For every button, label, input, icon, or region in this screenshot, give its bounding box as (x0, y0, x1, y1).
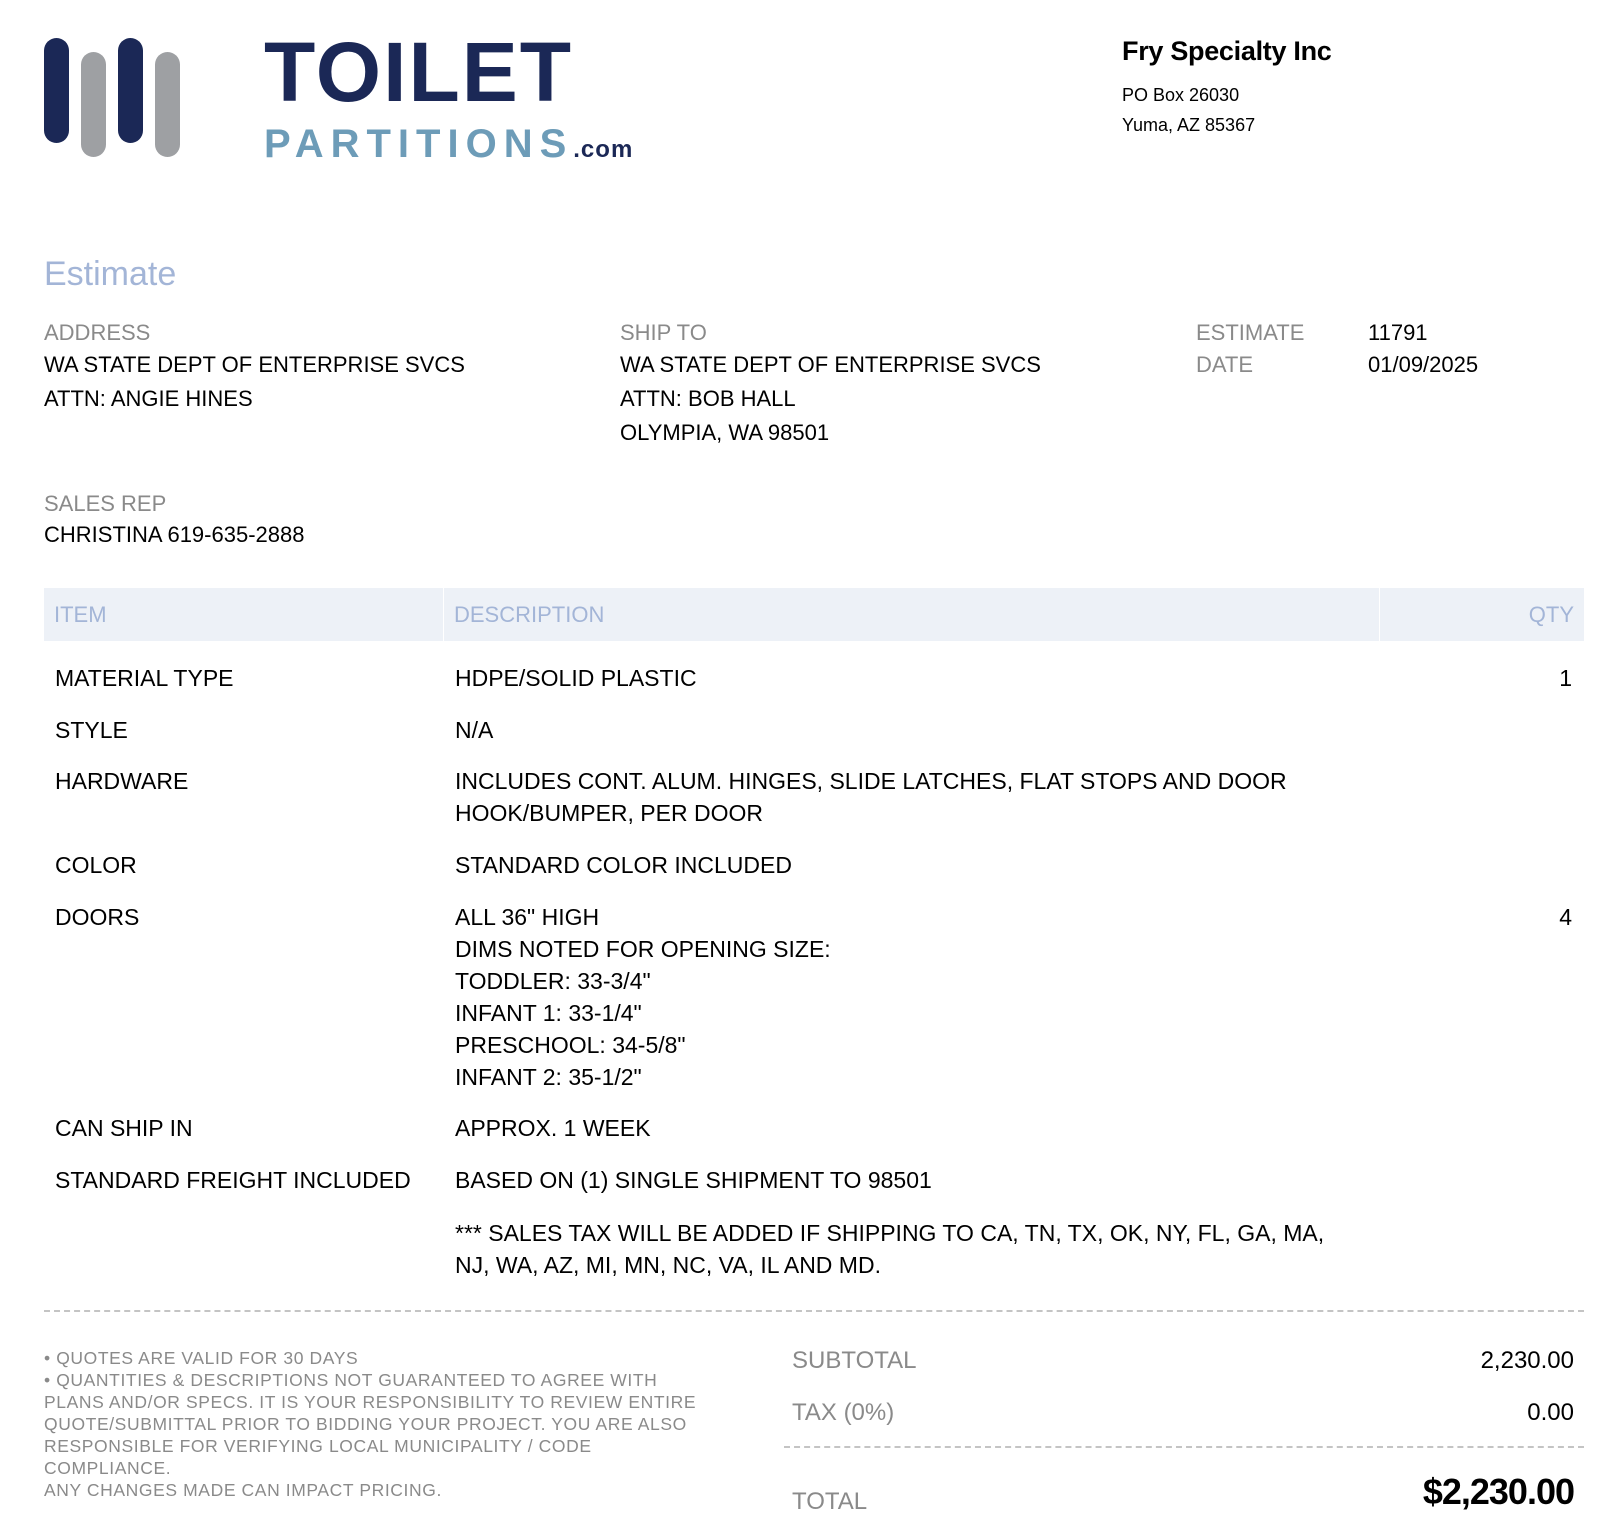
description-cell (455, 1164, 1375, 1196)
logo-wordmark-suffix: .com (573, 136, 634, 163)
description-line: INFANT 1: 33-1/4" (455, 1000, 642, 1026)
total-value: $2,230.00 (1422, 1471, 1574, 1512)
column-header-qty: QTY (1528, 602, 1574, 627)
description-line: APPROX. 1 WEEK (455, 1115, 651, 1141)
description-line: STANDARD COLOR INCLUDED (455, 852, 792, 878)
column-divider (1379, 588, 1380, 641)
tax-value: 0.00 (1527, 1399, 1574, 1426)
subtotal-value: 2,230.00 (1480, 1347, 1574, 1374)
ship-to-line: OLYMPIA, WA 98501 (620, 420, 830, 445)
description-line: N/A (455, 717, 494, 743)
estimate-date: 01/09/2025 (1368, 352, 1479, 377)
item-cell: STANDARD FREIGHT INCLUDED (55, 1167, 411, 1193)
ship-to-line: WA STATE DEPT OF ENTERPRISE SVCS (620, 352, 1041, 377)
address-label: ADDRESS (44, 320, 151, 345)
description-line: DIMS NOTED FOR OPENING SIZE: (455, 936, 831, 962)
sales-rep-label: SALES REP (44, 491, 167, 516)
note-line: PLANS AND/OR SPECS. IT IS YOUR RESPONSIBILITY TO REVIEW ENTIRE (44, 1392, 697, 1412)
ship-to-line: ATTN: BOB HALL (620, 386, 796, 411)
note-line: ANY CHANGES MADE CAN IMPACT PRICING. (44, 1480, 442, 1500)
column-header-description: DESCRIPTION (454, 602, 605, 627)
description-cell (455, 662, 1375, 694)
description-line: INFANT 2: 35-1/2" (455, 1064, 642, 1090)
company-address-line1: PO Box 26030 (1122, 85, 1240, 105)
note-line: COMPLIANCE. (44, 1458, 172, 1478)
logo-wordmark-partitions-text: PARTITIONS (264, 122, 574, 166)
description-cell (455, 1112, 1375, 1144)
description-cell (455, 849, 1375, 881)
estimate-number: 11791 (1368, 320, 1428, 345)
estimate-number-label: ESTIMATE (1196, 320, 1305, 345)
subtotal-label: SUBTOTAL (792, 1347, 917, 1374)
column-divider (443, 588, 444, 641)
note-line: • QUOTES ARE VALID FOR 30 DAYS (44, 1348, 359, 1368)
note-line: RESPONSIBLE FOR VERIFYING LOCAL MUNICIPALITY / CODE (44, 1436, 592, 1456)
logo-wordmark-toilet: TOILET (264, 25, 574, 119)
description-line: INCLUDES CONT. ALUM. HINGES, SLIDE LATCHES, FLAT STOPS AND DOOR (455, 768, 1287, 794)
company-name: Fry Specialty Inc (1122, 36, 1332, 66)
estimate-date-label: DATE (1196, 352, 1254, 377)
description-line: *** SALES TAX WILL BE ADDED IF SHIPPING TO CA, TN, TX, OK, NY, FL, GA, MA, (455, 1220, 1325, 1246)
sales-rep-value: CHRISTINA 619-635-2888 (44, 522, 305, 547)
note-line: • QUANTITIES & DESCRIPTIONS NOT GUARANTEED TO AGREE WITH (44, 1370, 658, 1390)
ship-to-label: SHIP TO (620, 320, 707, 345)
company-address-line2: Yuma, AZ 85367 (1122, 115, 1256, 135)
description-line: HDPE/SOLID PLASTIC (455, 665, 697, 691)
total-label: TOTAL (792, 1488, 868, 1515)
description-cell (455, 714, 1375, 746)
description-cell (455, 1217, 1375, 1281)
description-line: ALL 36" HIGH (455, 904, 600, 930)
total-divider (784, 1446, 1584, 1448)
description-line: TODDLER: 33-3/4" (455, 968, 651, 994)
logo-bar-1 (44, 38, 69, 143)
description-line: HOOK/BUMPER, PER DOOR (455, 800, 763, 826)
item-cell: HARDWARE (55, 768, 189, 794)
logo-wordmark-partitions (264, 124, 633, 164)
document-title: Estimate (44, 255, 177, 293)
description-line: BASED ON (1) SINGLE SHIPMENT TO 98501 (455, 1167, 932, 1193)
address-line: ATTN: ANGIE HINES (44, 386, 253, 411)
item-cell: STYLE (55, 717, 128, 743)
address-line: WA STATE DEPT OF ENTERPRISE SVCS (44, 352, 465, 377)
description-line: NJ, WA, AZ, MI, MN, NC, VA, IL AND MD. (455, 1252, 881, 1278)
column-header-item: ITEM (54, 602, 107, 627)
logo-bar-3 (118, 38, 143, 143)
logo-bar-4 (155, 52, 180, 157)
note-line: QUOTE/SUBMITTAL PRIOR TO BIDDING YOUR PROJECT. YOU ARE ALSO (44, 1414, 687, 1434)
tax-label: TAX (0%) (792, 1399, 895, 1426)
company-logo (44, 38, 184, 166)
table-header (44, 588, 1584, 641)
description-cell (455, 765, 1375, 829)
item-cell: MATERIAL TYPE (55, 665, 234, 691)
description-cell (455, 901, 1375, 1093)
logo-bar-2 (81, 52, 106, 157)
item-cell: DOORS (55, 904, 140, 930)
qty-cell: 4 (1559, 904, 1572, 930)
section-divider (44, 1310, 1584, 1312)
description-line: PRESCHOOL: 34-5/8" (455, 1032, 686, 1058)
terms-notes (44, 1347, 744, 1501)
item-cell: COLOR (55, 852, 137, 878)
item-cell: CAN SHIP IN (55, 1115, 193, 1141)
qty-cell: 1 (1559, 665, 1572, 691)
